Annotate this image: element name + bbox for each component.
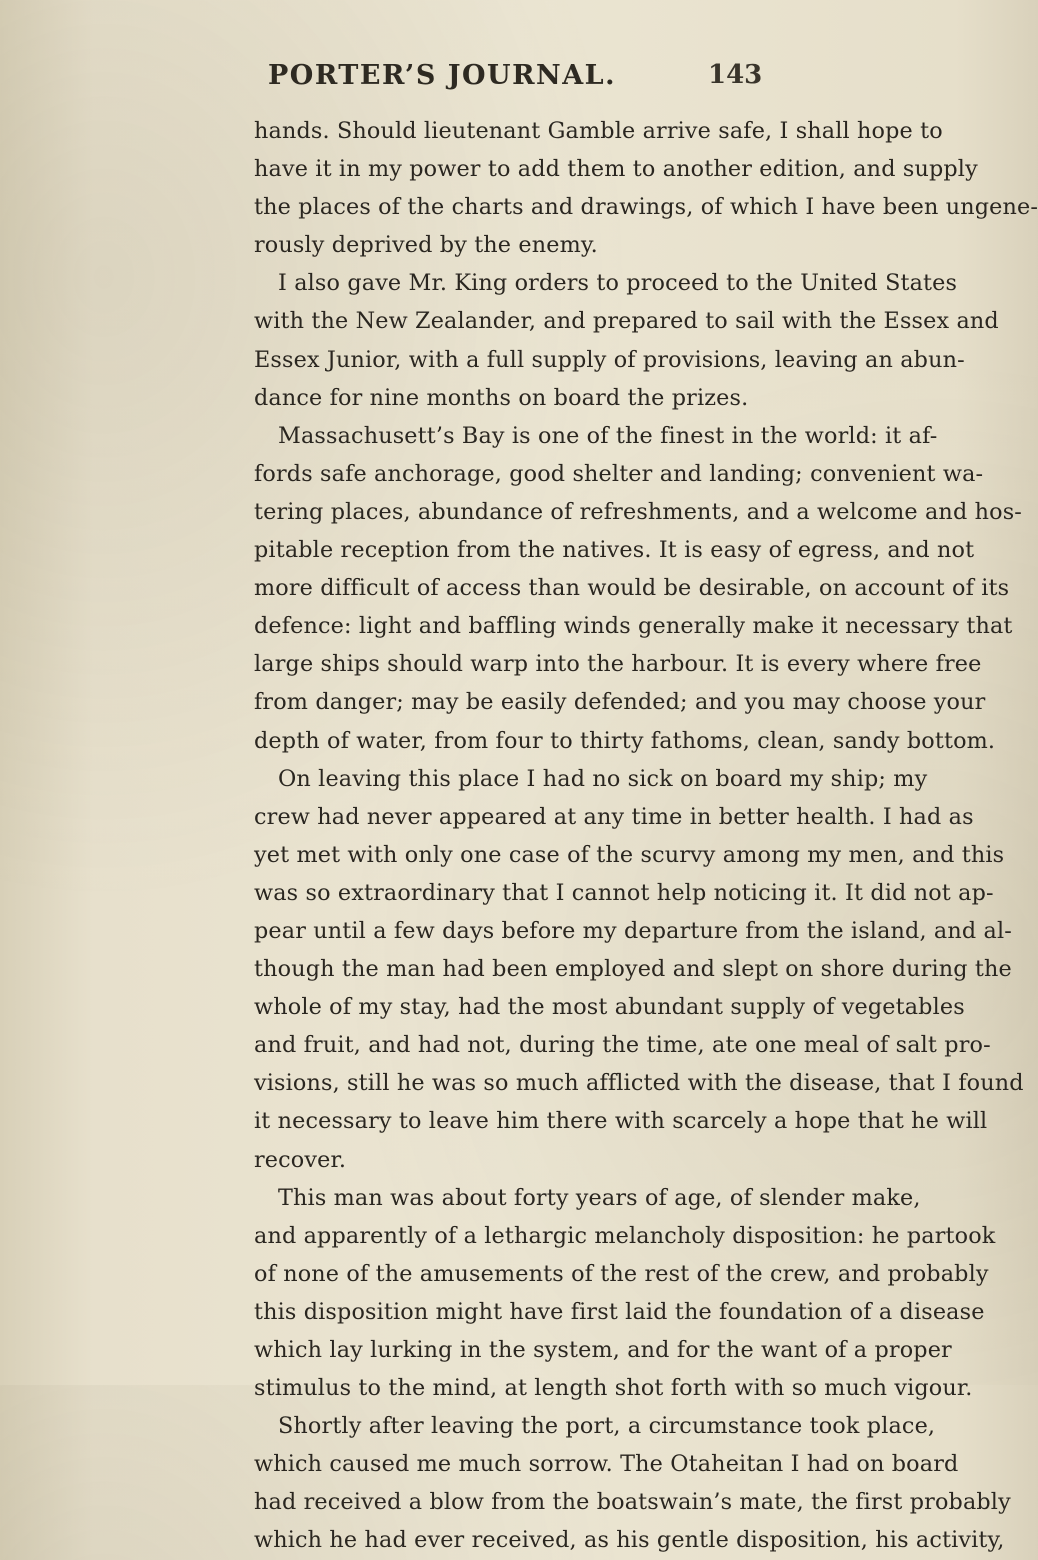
text-line: whole of my stay, had the most abundant supply of vegetables [254,994,965,1021]
text-line: stimulus to the mind, at length shot forth with so much vigour. [254,1375,973,1402]
page-header [268,60,778,100]
text-line: with the New Zealander, and prepared to sail with the Essex and [254,308,999,335]
text-line: I also gave Mr. King orders to proceed to the United States [278,270,958,297]
text-line: pitable reception from the natives. It is easy of egress, and not [254,537,975,564]
text-line: crew had never appeared at any time in better health. I had as [254,803,974,830]
text-line: rously deprived by the enemy. [254,232,598,259]
text-line: yet met with only one case of the scurvy among my men, and this [254,841,1005,868]
text-line: the places of the charts and drawings, of which I have been ungene- [254,194,1038,221]
text-line: recover. [254,1146,347,1173]
text-line: Shortly after leaving the port, a circumstance took place, [278,1413,936,1440]
text-line: Essex Junior, with a full supply of provisions, leaving an abun- [254,346,965,373]
text-line: depth of water, from four to thirty fathoms, clean, sandy bottom. [254,727,996,754]
page-number: 143 [708,60,763,90]
text-line: visions, still he was so much afflicted with the disease, that I found [254,1070,1024,1097]
text-line: fords safe anchorage, good shelter and landing; convenient wa- [254,460,984,487]
text-line: have it in my power to add them to another edition, and supply [254,156,978,183]
text-line: of none of the amusements of the rest of the crew, and probably [254,1260,989,1287]
body-text [254,112,1038,1560]
text-line: it necessary to leave him there with scarcely a hope that he will [254,1108,988,1135]
text-line: though the man had been employed and slept on shore during the [254,956,1012,983]
text-line: dance for nine months on board the prizes. [254,384,749,411]
text-line: from danger; may be easily defended; and you may choose your [254,689,986,716]
text-line: and fruit, and had not, during the time, ate one meal of salt pro- [254,1032,991,1059]
running-title: PORTER’S JOURNAL. [268,60,617,91]
text-line: defence: light and baffling winds generally make it necessary that [254,613,1013,640]
text-line: pear until a few days before my departure from the island, and al- [254,917,1012,944]
text-line: hands. Should lieutenant Gamble arrive safe, I shall hope to [254,118,943,144]
text-line: On leaving this place I had no sick on board my ship; my [278,765,928,792]
text-line: was so extraordinary that I cannot help noticing it. It did not ap- [254,879,994,906]
text-line: which caused me much sorrow. The Otaheitan I had on board [254,1451,959,1478]
text-line: had received a blow from the boatswain’s mate, the first probably [254,1489,1011,1516]
text-line: more difficult of access than would be desirable, on account of its [254,575,1010,602]
text-line: tering places, abundance of refreshments, and a welcome and hos- [254,498,1022,525]
text-line: This man was about forty years of age, of slender make, [278,1184,921,1211]
text-line: which he had ever received, as his gentle disposition, his activity, [254,1527,1005,1554]
text-line: large ships should warp into the harbour. It is every where free [254,651,982,678]
text-line: and apparently of a lethargic melancholy disposition: he partook [254,1222,996,1249]
text-line: which lay lurking in the system, and for the want of a proper [254,1337,952,1363]
text-line: Massachusett’s Bay is one of the finest in the world: it af- [278,422,938,449]
text-line: this disposition might have first laid the foundation of a disease [254,1298,985,1325]
